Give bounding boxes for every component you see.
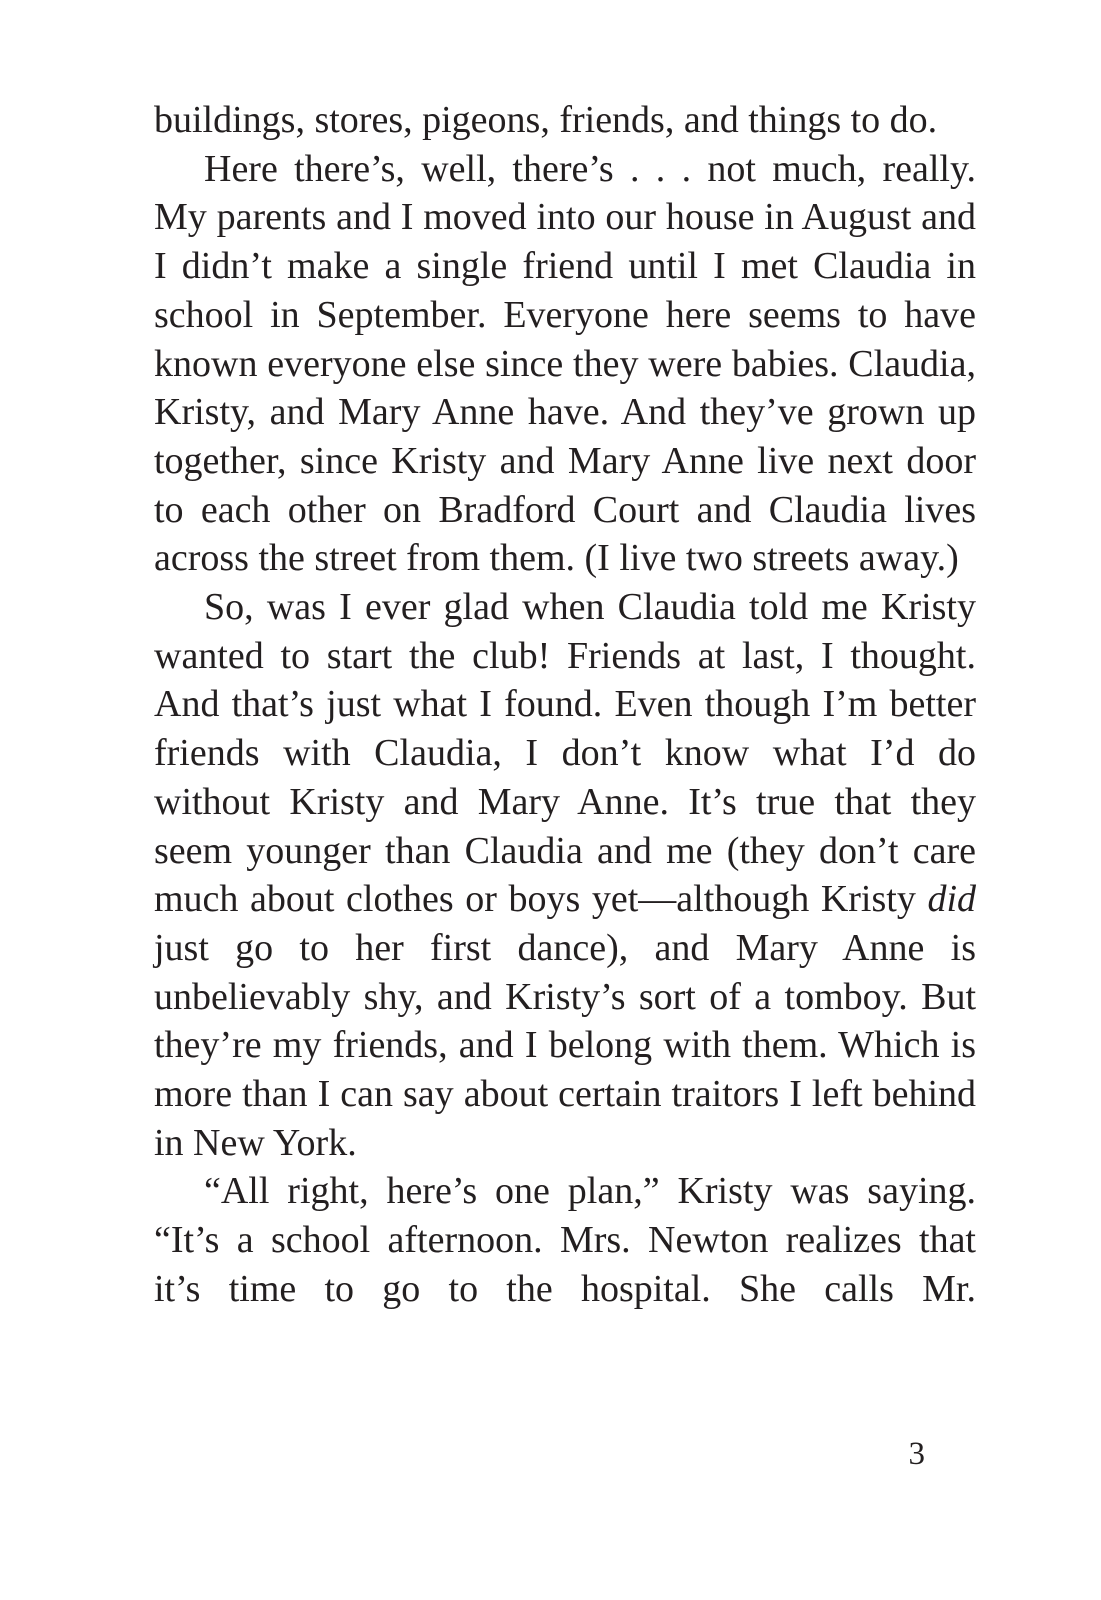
paragraph-4: “All right, here’s one plan,” Kristy was saying. “It’s a school afternoon. Mrs. Newton realizes that it’s time to go to the hospital. She calls Mr. bbox=[154, 1170, 976, 1310]
paragraph-3-text-before: So, was I ever glad when Claudia told me Kristy wanted to start the club! Friends at last, I thought. And that’s just what I found. Even though I’m better friends with Claudia, I don’t know what I’d do without Kristy and Mary Anne. It’s true that they seem younger than Claudia and me (they don’t care much about clothes or boys yet—although Kristy bbox=[154, 586, 976, 921]
paragraph-3-text-after: just go to her first dance), and Mary Anne is unbelievably shy, and Kristy’s sort of a tomboy. But they’re my friends, and I belong with them. Which is more than I can say about certain traitors I left behind in New York. bbox=[154, 926, 976, 1164]
body-text bbox=[154, 96, 976, 1314]
paragraph-3 bbox=[154, 583, 976, 1167]
paragraph-2: Here there’s, well, there’s . . . not much, really. My parents and I moved into our house in August and I didn’t make a single friend until I met Claudia in school in September. Everyone here seems to have known everyone else since they were babies. Claudia, Kristy, and Mary Anne have. And they’ve grown up together, since Kristy and Mary Anne live next door to each other on Bradford Court and Claudia lives across the street from them. (I live two streets away.) bbox=[154, 147, 976, 580]
paragraph-1: buildings, stores, pigeons, friends, and things to do. bbox=[154, 99, 938, 141]
paragraph-3-italic: did bbox=[927, 878, 976, 921]
page-number: 3 bbox=[908, 1436, 925, 1472]
